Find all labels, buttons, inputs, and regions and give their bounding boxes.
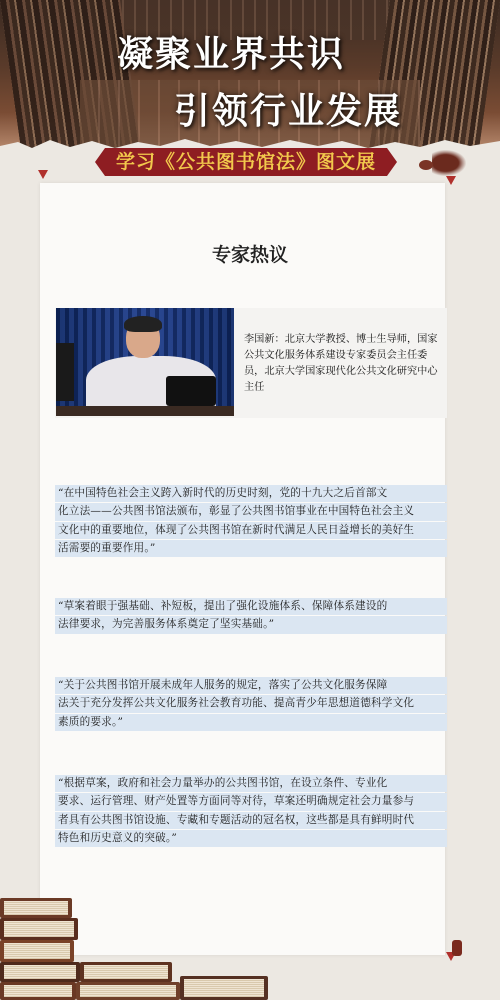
subtitle-ribbon: 学习《公共图书馆法》图文展 — [105, 148, 387, 176]
book-stack-decoration — [180, 976, 268, 1000]
quote-block-1 — [55, 485, 447, 559]
quote-line: “根据草案，政府和社会力量举办的公共图书馆，在设立条件、专业化 — [55, 775, 447, 792]
expert-bio: 李国新：北京大学教授、博士生导师，国家公共文化服务体系建设专家委员会主任委员，北京大学国家现代化公共文化研究中心主任 — [244, 334, 438, 393]
book-stack-decoration — [0, 898, 72, 918]
section-title: 专家热议 — [211, 244, 288, 266]
pin-icon — [38, 170, 48, 179]
quote-block-3 — [55, 677, 447, 732]
book-stack-decoration — [0, 940, 74, 962]
book-stack-decoration — [0, 962, 80, 982]
ink-splash-decoration — [432, 150, 466, 176]
pin-icon — [446, 176, 456, 185]
quote-line: 者具有公共图书馆设施、专藏和专题活动的冠名权，这些都是具有鲜明时代 — [55, 812, 447, 829]
decorative-ornament — [452, 940, 462, 956]
main-title-line2: 引领行业发展 — [174, 91, 403, 132]
quote-line: 化立法——公共图书馆法颁布，彰显了公共图书馆事业在中国特色社会主义 — [55, 503, 447, 520]
quote-line: 文化中的重要地位，体现了公共图书馆在新时代满足人民日益增长的美好生 — [55, 522, 447, 539]
expert-portrait-photo — [56, 308, 234, 416]
quote-line: 特色和历史意义的突破。” — [55, 830, 447, 847]
quote-line: 素质的要求。” — [55, 714, 447, 731]
quote-line: 法关于充分发挥公共文化服务社会教育功能、提高青少年思想道德科学文化 — [55, 695, 447, 712]
book-stack-decoration — [76, 982, 180, 1000]
header-banner — [0, 0, 500, 150]
quote-line: 要求、运行管理、财产处置等方面同等对待，草案还明确规定社会力量参与 — [55, 793, 447, 810]
ink-drop-decoration — [419, 160, 433, 170]
book-stack-decoration — [0, 982, 76, 1000]
quote-block-4 — [55, 775, 447, 849]
quote-line: “关于公共图书馆开展未成年人服务的规定，落实了公共文化服务保障 — [55, 677, 447, 694]
quote-line: 法律要求，为完善服务体系奠定了坚实基础。” — [55, 616, 447, 633]
quote-line: “在中国特色社会主义跨入新时代的历史时刻，党的十九大之后首部文 — [55, 485, 447, 502]
quote-block-2 — [55, 598, 447, 635]
quote-line: 活需要的重要作用。” — [55, 540, 447, 557]
book-stack-decoration — [80, 962, 172, 982]
quote-line: “草案着眼于强基础、补短板，提出了强化设施体系、保障体系建设的 — [55, 598, 447, 615]
book-stack-decoration — [0, 918, 78, 940]
main-title-line1: 凝聚业界共识 — [117, 34, 346, 75]
